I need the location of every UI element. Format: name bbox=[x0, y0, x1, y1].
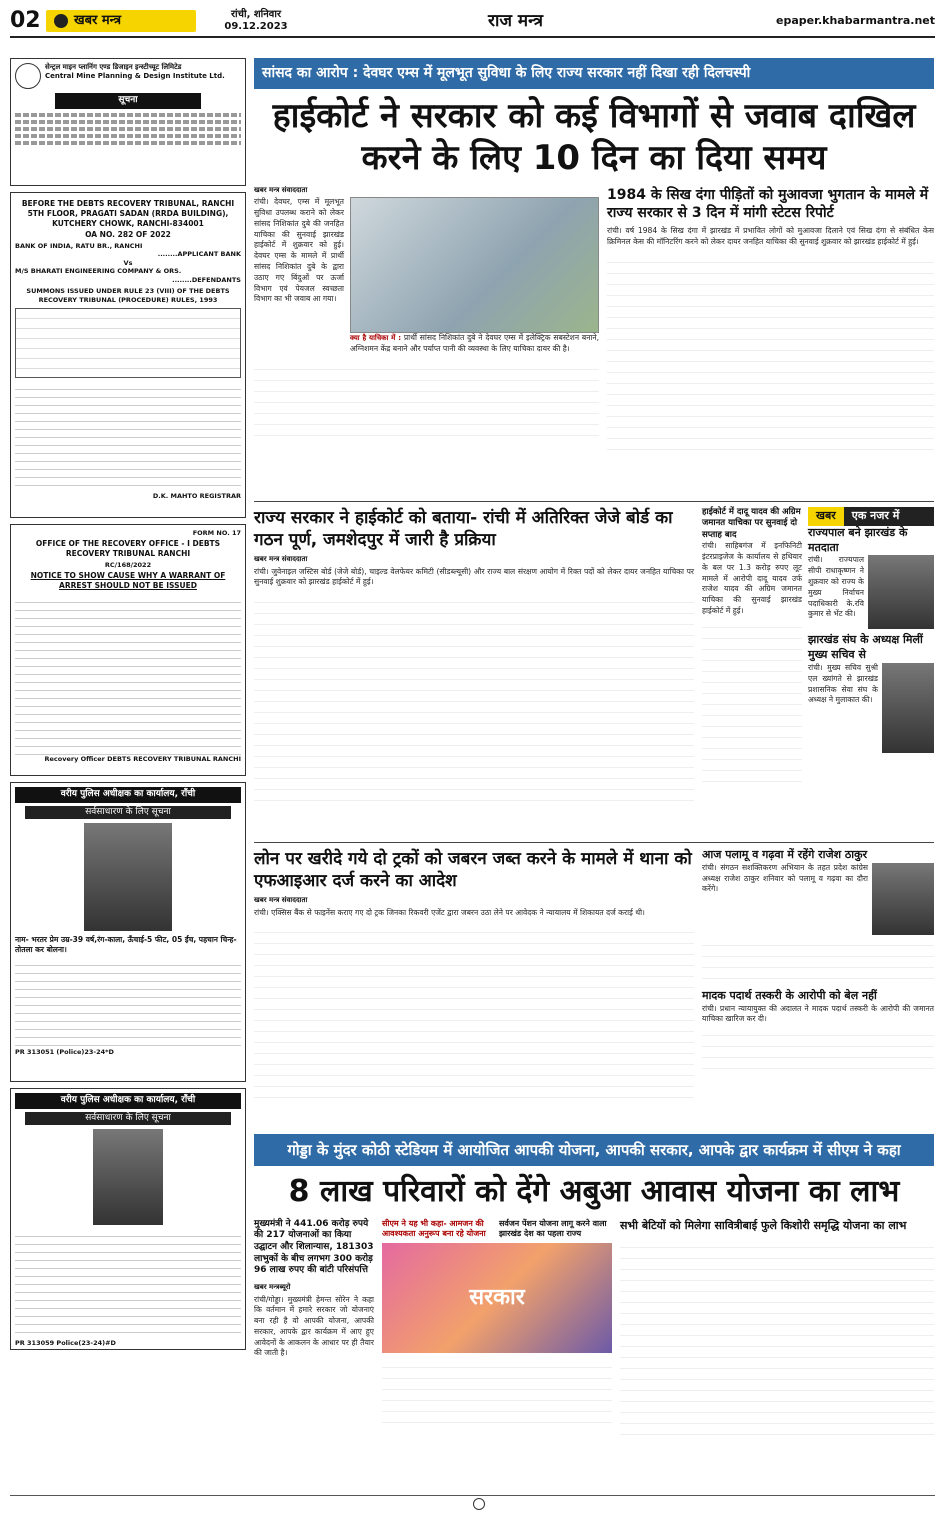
story3-byline: खबर मन्त्र संवाददाता bbox=[254, 555, 308, 564]
glance-item3-text: रांची। संगठन सशक्तिकरण अभियान के तहत प्रदेश कांग्रेस अध्यक्ष राजेश ठाकुर शनिवार को पलामू व गढ़वा का दौरा करेंगे। bbox=[702, 862, 868, 894]
glance-item2-text: रांची। मुख्य सचिव सुश्री एल ख्यांगते से झारखंड प्रशासनिक सेवा संघ के अध्यक्ष ने मुलाकात की। bbox=[808, 663, 878, 705]
story1-caption-text: प्रार्थी सांसद निशिकांत दुबे ने देवघर एम्स में इलेक्ट्रिक सबस्टेशन बनाने, अग्निशमन केंद्र बनाने और पर्याप्त पानी की व्यवस्था के लिए याचिका दायर की है। bbox=[350, 333, 600, 354]
section-title: राज मन्त्र bbox=[488, 10, 543, 31]
story1-byline: खबर मन्त्र संवाददाता bbox=[254, 185, 308, 194]
story6-side1: मुख्यमंत्री ने 441.06 करोड़ रुपये की 217 योजनाओं का किया उद्घाटन और शिलान्यास, 181303 लाभुकों के बीच लगभग 300 करोड़ 96 लाख रुपए की बांटी परिसंपत्ति bbox=[254, 1218, 374, 1276]
drt-summons: SUMMONS ISSUED UNDER RULE 23 (VIII) OF THE DEBTS RECOVERY TRIBUNAL (PROCEDURE) RULES, 1993 bbox=[26, 287, 230, 304]
story6-headline: 8 लाख परिवारों को देंगे अबुआ आवास योजना का लाभ bbox=[288, 1174, 900, 1210]
aiims-building-photo bbox=[350, 197, 599, 333]
police2-title: वरीय पुलिस अधीक्षक का कार्यालय, राँची bbox=[15, 1093, 241, 1109]
police2-pr: PR 313059 Police(23-24)#D bbox=[15, 1339, 116, 1348]
page-number: 02 bbox=[10, 8, 41, 34]
story1-headline: हाईकोर्ट ने सरकार को कई विभागों से जवाब दाखिल करने के लिए 10 दिन का दिया समय bbox=[272, 95, 916, 179]
story4-text: रांची। साहिबगंज में इनफिनिटी इंटरप्राइजेज के कार्यालय से हथियार के बल पर 1.3 करोड़ रुपए लूट मामले में आरोपी दादू यादव उर्फ राजेश यादव की अग्रिम जमानत याचिका की सुनवाई झारखंड हाईकोर्ट में हुई। bbox=[702, 541, 802, 615]
form-notice: NOTICE TO SHOW CAUSE WHY A WARRANT OF ARREST SHOULD NOT BE ISSUED bbox=[30, 571, 226, 591]
form-rc: RC/168/2022 bbox=[104, 560, 152, 569]
brand-icon bbox=[54, 14, 68, 28]
story6-side2: सीएम ने यह भी कहा- आमजन की आवश्यकता अनुरूप बना रहे योजना bbox=[382, 1218, 486, 1239]
drt-vs: Vs bbox=[123, 258, 133, 267]
drt-summons-ad bbox=[10, 192, 246, 518]
edition-date bbox=[196, 9, 316, 33]
city-day: रांची, शनिवार bbox=[230, 9, 282, 20]
glance-item1-title: राज्यपाल बने झारखंड के मतदाता bbox=[808, 525, 908, 554]
story6-side3: सर्वजन पेंशन योजना लागू करने वाला झारखंड देश का पहला राज्य bbox=[499, 1218, 607, 1239]
form-signed: Recovery Officer DEBTS RECOVERY TRIBUNAL RANCHI bbox=[44, 754, 241, 763]
cmpdi-label: सूचना bbox=[55, 93, 201, 109]
drt-between: BANK OF INDIA, RATU BR., RANCHI bbox=[15, 242, 143, 250]
drt-title: BEFORE THE DEBTS RECOVERY TRIBUNAL, RANCHI 5TH FLOOR, PRAGATI SADAN (RRDA BUILDING), KUTCHERY CHOWK, RANCHI-834001 bbox=[21, 199, 235, 228]
story3-headline: राज्य सरकार ने हाईकोर्ट को बताया- रांची में अतिरिक्त जेजे बोर्ड का गठन पूर्ण, जमशेदपुर में जारी है प्रक्रिया bbox=[254, 507, 673, 550]
glance-item4-text: रांची। प्रधान न्यायायुक्त की अदालत ने मादक पदार्थ तस्करी के आरोपी की जमानत याचिका खारिज कर दी। bbox=[702, 1003, 934, 1024]
event-stage-photo: सरकार bbox=[382, 1243, 612, 1353]
missing-person-photo-2 bbox=[93, 1129, 163, 1225]
story6-byline: खबर मन्त्रब्यूरो bbox=[254, 1283, 291, 1292]
cmpdi-logo-icon bbox=[15, 63, 41, 89]
at-a-glance-header bbox=[808, 507, 934, 526]
drt-oa: OA NO. 282 OF 2022 bbox=[85, 230, 171, 240]
date: 09.12.2023 bbox=[224, 21, 288, 32]
story3-text: रांची। जुवेनाइल जस्टिस बोर्ड (जेजे बोर्ड), चाइल्ड वेलफेयर कमिटी (सीडब्ल्यूसी) और राज्य बाल संरक्षण आयोग में रिक्त पदों को लेकर दायर जनहित याचिका पर सुनवाई शुक्रवार को झारखंड हाईकोर्ट में हुई। bbox=[254, 566, 694, 587]
story6-side4: सभी बेटियों को मिलेगा सावित्रीबाई फुले किशोरी समृद्धि योजना का लाभ bbox=[620, 1218, 907, 1232]
missing-person-photo-1 bbox=[84, 823, 172, 931]
story1-caption: क्या है याचिका में : bbox=[350, 334, 402, 343]
story4-headline: हाईकोर्ट में दादू यादव की अग्रिम जमानत याचिका पर सुनवाई दो सप्ताह बाद bbox=[702, 506, 801, 540]
registration-mark-icon bbox=[473, 1498, 485, 1510]
drt-signed: D.K. MAHTO REGISTRAR bbox=[152, 492, 241, 501]
story6-text: रांची/गोड्डा। मुख्यमंत्री हेमन्त सोरेन ने कहा कि वर्तमान में हमारे सरकार जो योजनाएं बना रही है वो आपकी योजना, आपकी सरकार, आपके द्वार कार्यक्रम में आए हुए आवेदनों के आकलन के आधार पर ही तैयार की जाती है। bbox=[254, 1294, 374, 1358]
page-footer bbox=[10, 1495, 935, 1513]
cmpdi-en: Central Mine Planning & Design Institute Ltd. bbox=[45, 72, 225, 81]
rajesh-thakur-photo bbox=[872, 863, 934, 935]
ads-column bbox=[10, 58, 246, 1356]
meeting-photo bbox=[882, 663, 934, 753]
masthead bbox=[10, 6, 935, 38]
glance-label: एक नजर में bbox=[851, 508, 900, 522]
police1-title: वरीय पुलिस अधीक्षक का कार्यालय, राँची bbox=[15, 787, 241, 803]
police-notice-1 bbox=[10, 782, 246, 1082]
story1-kicker: सांसद का आरोप : देवघर एम्स में मूलभूत सुविधा के लिए राज्य सरकार नहीं दिखा रही दिलचस्पी bbox=[254, 58, 934, 89]
story1-text-col1: रांची। देवघर, एम्स में मूलभूत सुविधा उपलब्ध कराने को लेकर सांसद निशिकांत दुबे की जनहित याचिका की सुनवाई झारखंड हाईकोर्ट में शुक्रवार को हुई। देवघर एम्स के मामले में प्रार्थी सांसद निशिकांत दुबे के द्वारा उठाए गए बिंदुओं पर ऊर्जा विभाग एवं पेयजल स्वच्छता विभाग का भी जवाब आ गया। bbox=[254, 197, 344, 304]
cmpdi-ad bbox=[10, 58, 246, 186]
glance-item3-title: आज पलामू व गढ़वा में रहेंगे राजेश ठाकुर bbox=[702, 847, 868, 861]
glance-item1-text: रांची। राज्यपाल सीपी राधाकृष्णन ने शुक्रवार को राज्य के मुख्य निर्वाचन पदाधिकारी के.रवि कुमार से भेंट की। bbox=[808, 555, 864, 619]
story5-text: रांची। एक्सिस बैंक से फाइनेंस कराए गए दो ट्रक जिनका रिकवरी एजेंट द्वारा जबरन उठा लेने पर आवेदक ने न्यायालय में शिकायत दर्ज कराई थी। bbox=[254, 907, 645, 917]
police-notice-2 bbox=[10, 1088, 246, 1350]
governor-photo bbox=[868, 555, 934, 629]
form-title: FORM NO. 17 bbox=[192, 529, 241, 537]
recovery-form-ad bbox=[10, 524, 246, 776]
story5-headline: लोन पर खरीदे गये दो ट्रकों को जबरन जब्त करने के मामले में थाना को एफआइआर दर्ज करने का आदेश bbox=[254, 848, 692, 891]
police1-sub: सर्वसाधारण के लिए सूचना bbox=[25, 806, 231, 820]
story2-text: रांची। वर्ष 1984 के सिख दंगा में झारखंड में प्रभावित लोगों को मुआवजा दिलाने एवं सिख दंगा से संबंधित केस क्रिमिनल केस की मॉनिटरिंग करने को लेकर दायर जनहित याचिका की सुनवाई शुक्रवार को झारखंड हाईकोर्ट में हुई। bbox=[607, 226, 934, 247]
glance-item2-title: झारखंड संघ के अध्यक्ष मिलीं मुख्य सचिव से bbox=[808, 633, 923, 662]
story2-headline: 1984 के सिख दंगा पीड़ितों को मुआवजा भुगतान के मामले में राज्य सरकार से 3 दिन में मांगी स्टेटस रिपोर्ट bbox=[607, 186, 929, 222]
glance-item4-title: मादक पदार्थ तस्करी के आरोपी को बेल नहीं bbox=[702, 988, 877, 1002]
brand-logo bbox=[46, 10, 196, 32]
story5-byline: खबर मन्त्र संवाददाता bbox=[254, 896, 308, 905]
epaper-link[interactable]: epaper.khabarmantra.net bbox=[776, 13, 935, 27]
cmpdi-org: सेन्ट्रल माइन प्लानिंग एण्ड डिजाइन इन्स्टीच्यूट लिमिटेड bbox=[45, 63, 182, 71]
police1-desc: नाम- भरतर प्रेम उम्र-39 वर्ष,रंग-काला, ऊँचाई-5 फीट, 05 ईंच, पहचान चिन्ह- तोतला कर बोलना। bbox=[15, 935, 237, 955]
police1-pr: PR 313051 (Police)23-24*D bbox=[15, 1047, 114, 1056]
brand-name: खबर मन्त्र bbox=[74, 13, 122, 29]
glance-tag: खबर bbox=[808, 507, 844, 526]
drt-defendant: M/S BHARATI ENGINEERING COMPANY & ORS. bbox=[15, 267, 182, 276]
main-content bbox=[254, 58, 934, 1451]
form-office: OFFICE OF THE RECOVERY OFFICE - I DEBTS RECOVERY TRIBUNAL RANCHI bbox=[35, 539, 221, 559]
police2-sub: सर्वसाधारण के लिए सूचना bbox=[25, 1112, 231, 1126]
drt-applicant: ........APPLICANT BANK bbox=[157, 250, 241, 259]
story6-banner: गोड्डा के मुंदर कोठी स्टेडियम में आयोजित आपकी योजना, आपकी सरकार, आपके द्वार कार्यक्रम में सीएम ने कहा bbox=[254, 1134, 934, 1166]
drt-defendants: ........DEFENDANTS bbox=[172, 275, 241, 284]
